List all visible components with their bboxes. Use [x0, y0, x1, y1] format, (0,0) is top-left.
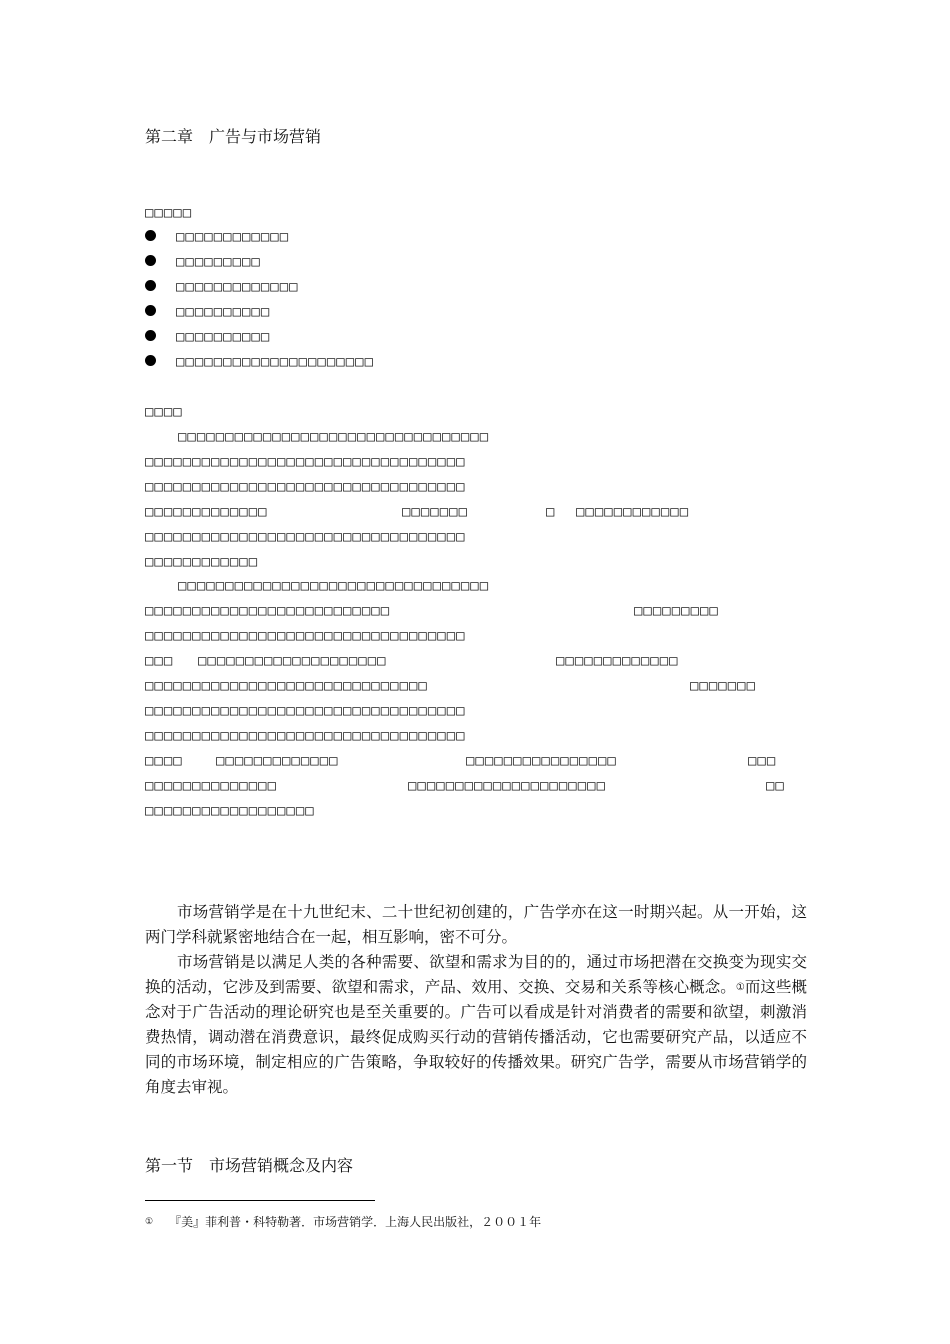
bullet-icon	[145, 280, 156, 291]
objective-item: □□□□□□□□□□□□□	[176, 279, 299, 295]
footnote-rule	[145, 1200, 375, 1201]
objective-item: □□□□□□□□□□□□□□□□□□□□□	[176, 354, 375, 370]
garbled-line: □□□□□□□□□□□□□□□□□□□□□□□□□□□□□□□□□□	[145, 728, 466, 744]
footnote-marker: ①	[145, 1217, 154, 1227]
garbled-line: □□□□□□□□□□□□□□□□□□□□□□□□□□□□□□□□□	[178, 429, 490, 445]
intro-header: □□□□	[145, 404, 183, 420]
garbled-line: □□□□□□□□□□□□□□□□□□□□□□□□□□□□□□	[145, 678, 428, 694]
objective-item: □□□□□□□□□□	[176, 304, 271, 320]
bullet-icon	[145, 255, 156, 266]
garbled-line: □□□□□□□□□□□□□□□□□□□□□□□□□□□□□□□□□	[178, 578, 490, 594]
garbled-line: □□□□	[145, 753, 183, 769]
bullet-icon	[145, 230, 156, 241]
garbled-line: □□□□□□□□□□□□□□	[145, 778, 278, 794]
garbled-line: □□□□□□□□□□□□	[576, 504, 690, 520]
garbled-line: □□□□□□□	[402, 504, 469, 520]
objective-item: □□□□□□□□□□	[176, 329, 271, 345]
garbled-line: □□□□□□□□□□□□□□□□□□□□□□□□□□□□□□□□□□	[145, 479, 466, 495]
garbled-line: □□□□□□□□□□□□□□□□□□□□□□□□□□□□□□□□□□	[145, 628, 466, 644]
garbled-line: □□□□□□□□□□□□□	[216, 753, 339, 769]
bullet-icon	[145, 305, 156, 316]
footnote-text: 『美』菲利普・科特勒著．市场营销学．上海人民出版社，２００１年	[169, 1215, 542, 1229]
chapter-title: 第二章 广告与市场营销	[145, 127, 322, 146]
garbled-line: □□□□□□□□□	[634, 603, 719, 619]
footnote-reference[interactable]: ①	[735, 982, 745, 993]
paragraph-2-part-b: 而这些概念对于广告活动的理论研究也是至关重要的。广告可以看成是针对消费者的需要和欲望，刺激消费热情，调动潜在消费意识，最终促成购买行动的营销传播活动，它也需要研究产品，以适应不同的市场环境，制定相应的广告策略，争取较好的传播效果。研究广告学，需要从市场营销学的角度去审视。	[145, 978, 807, 1096]
footnote	[145, 1213, 541, 1230]
garbled-line: □□□□□□□□□□□□□□□□□□□□□□□□□□□□□□□□□□	[145, 703, 466, 719]
garbled-line: □□□□□□□□□□□□□□□□□□□□□□□□□□	[145, 603, 391, 619]
garbled-line: □□□□□□□□□□□□□□□□	[466, 753, 617, 769]
paragraph-2-part-a: 市场营销是以满足人类的各种需要、欲望和需求为目的的，通过市场把潜在交换变为现实交换的活动，它涉及到需要、欲望和需求，产品、效用、交换、交易和关系等核心概念。	[145, 953, 807, 996]
paragraph-1: 市场营销学是在十九世纪末、二十世纪初创建的，广告学亦在这一时期兴起。从一开始，这两门学科就紧密地结合在一起，相互影响，密不可分。	[145, 903, 807, 946]
objective-item: □□□□□□□□□□□□	[176, 229, 290, 245]
garbled-line: □□□□□□□□□□□□□□□□□□□□□□□□□□□□□□□□□□	[145, 529, 466, 545]
garbled-line: □□□□□□□□□□□□□	[145, 504, 268, 520]
body-text	[145, 900, 807, 1100]
paragraph-2	[145, 950, 807, 1100]
garbled-line: □□□□□□□□□□□□□□□□□□□□□□□□□□□□□□□□□□	[145, 454, 466, 470]
bullet-icon	[145, 355, 156, 366]
garbled-line: □□□□□□□	[690, 678, 757, 694]
garbled-line: □□□□□□□□□□□□□□□□□□	[145, 803, 315, 819]
objective-item: □□□□□□□□□	[176, 254, 261, 270]
garbled-line: □□□□□□□□□□□□□□□□□□□□□	[408, 778, 607, 794]
garbled-line: □□□□□□□□□□□□□	[556, 653, 679, 669]
garbled-line: □□	[766, 778, 785, 794]
garbled-line: □□□□□□□□□□□□	[145, 554, 259, 570]
garbled-line: □	[546, 504, 556, 520]
objectives-header: □□□□□	[145, 205, 193, 221]
garbled-line: □□□□□□□□□□□□□□□□□□□□	[198, 653, 387, 669]
bullet-icon	[145, 330, 156, 341]
garbled-line: □□□	[145, 653, 174, 669]
section-title: 第一节 市场营销概念及内容	[145, 1156, 354, 1175]
garbled-line: □□□	[748, 753, 777, 769]
